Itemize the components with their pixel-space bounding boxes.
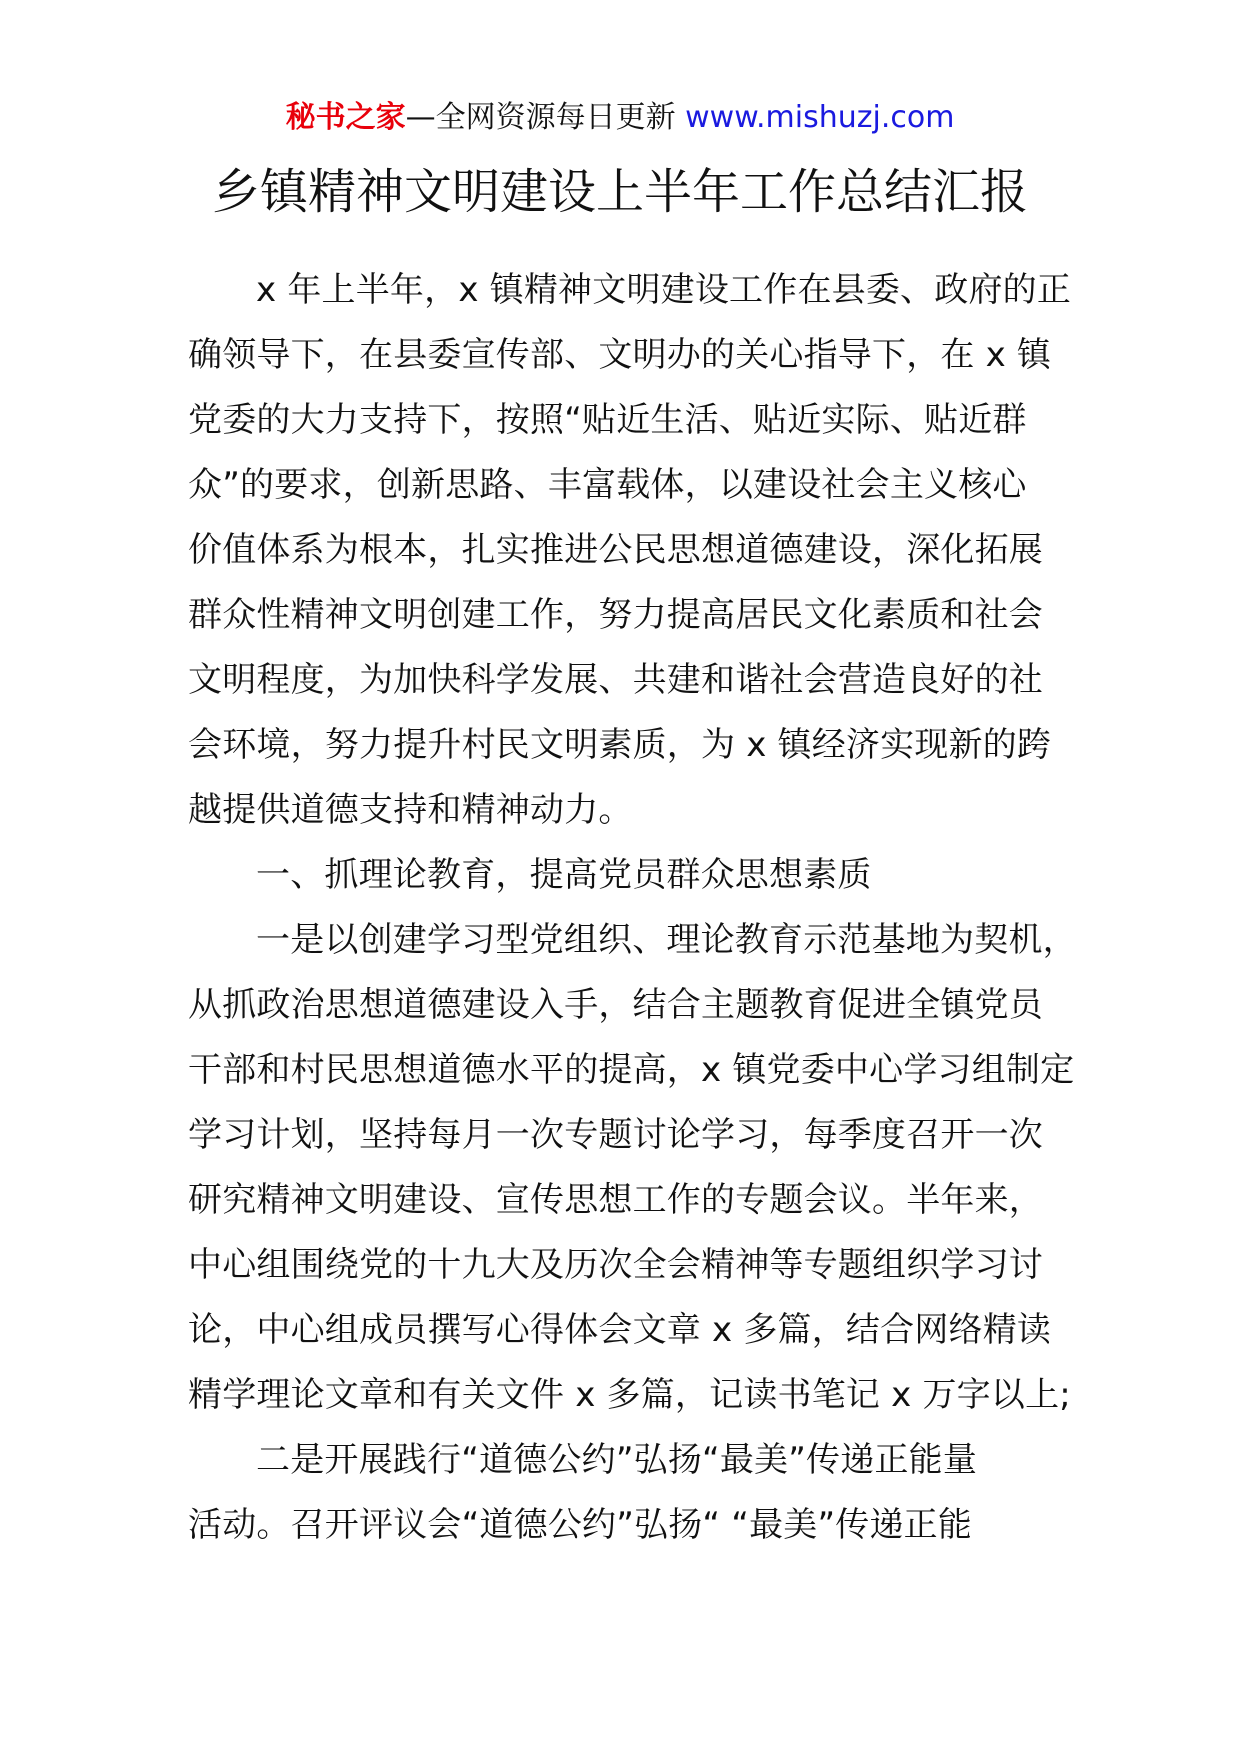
- paragraph-line: 活动。召开评议会“道德公约”弘扬“ “最美”传递正能: [188, 1505, 973, 1545]
- site-brand: 秘书之家: [285, 100, 406, 135]
- paragraph-line: 会环境，努力提升村民文明素质，为 x 镇经济实现新的跨: [188, 725, 1052, 765]
- document-body: [188, 258, 1088, 1558]
- document-title: 乡镇精神文明建设上半年工作总结汇报: [211, 164, 1028, 220]
- site-header: [0, 98, 1240, 138]
- paragraph-line: 文明程度，为加快科学发展、共建和谐社会营造良好的社: [188, 660, 1043, 700]
- paragraph-line: 群众性精神文明创建工作，努力提高居民文化素质和社会: [188, 595, 1043, 635]
- paragraph-line: 二是开展践行“道德公约”弘扬“最美”传递正能量: [256, 1440, 978, 1480]
- paragraph-line: 从抓政治思想道德建设入手，结合主题教育促进全镇党员: [188, 985, 1043, 1025]
- paragraph-line: 中心组围绕党的十九大及历次全会精神等专题组织学习讨: [188, 1245, 1043, 1285]
- site-url[interactable]: www.mishuzj.com: [685, 100, 955, 135]
- paragraph-line: 干部和村民思想道德水平的提高，x 镇党委中心学习组制定: [188, 1050, 1075, 1090]
- paragraph-line: 确领导下，在县委宣传部、文明办的关心指导下，在 x 镇: [188, 335, 1052, 375]
- paragraph-line: 精学理论文章和有关文件 x 多篇，记读书笔记 x 万字以上;: [188, 1375, 1071, 1415]
- paragraph-line: 研究精神文明建设、宣传思想工作的专题会议。半年来，: [188, 1180, 1043, 1220]
- paragraph-line: 价值体系为根本，扎实推进公民思想道德建设，深化拓展: [188, 530, 1043, 570]
- paragraph-line: 党委的大力支持下，按照“贴近生活、贴近实际、贴近群: [188, 400, 1027, 440]
- section-heading: 一、抓理论教育，提高党员群众思想素质: [256, 855, 872, 895]
- paragraph-line: 学习计划，坚持每月一次专题讨论学习，每季度召开一次: [188, 1115, 1043, 1155]
- site-tagline: —全网资源每日更新: [405, 100, 676, 135]
- paragraph-line: 论，中心组成员撰写心得体会文章 x 多篇，结合网络精读: [188, 1310, 1052, 1350]
- paragraph-line: 越提供道德支持和精神动力。: [188, 790, 633, 830]
- paragraph-line: 众”的要求，创新思路、丰富载体，以建设社会主义核心: [188, 465, 1027, 505]
- paragraph-line: x 年上半年，x 镇精神文明建设工作在县委、政府的正: [256, 270, 1072, 310]
- paragraph-line: 一是以创建学习型党组织、理论教育示范基地为契机，: [256, 920, 1077, 960]
